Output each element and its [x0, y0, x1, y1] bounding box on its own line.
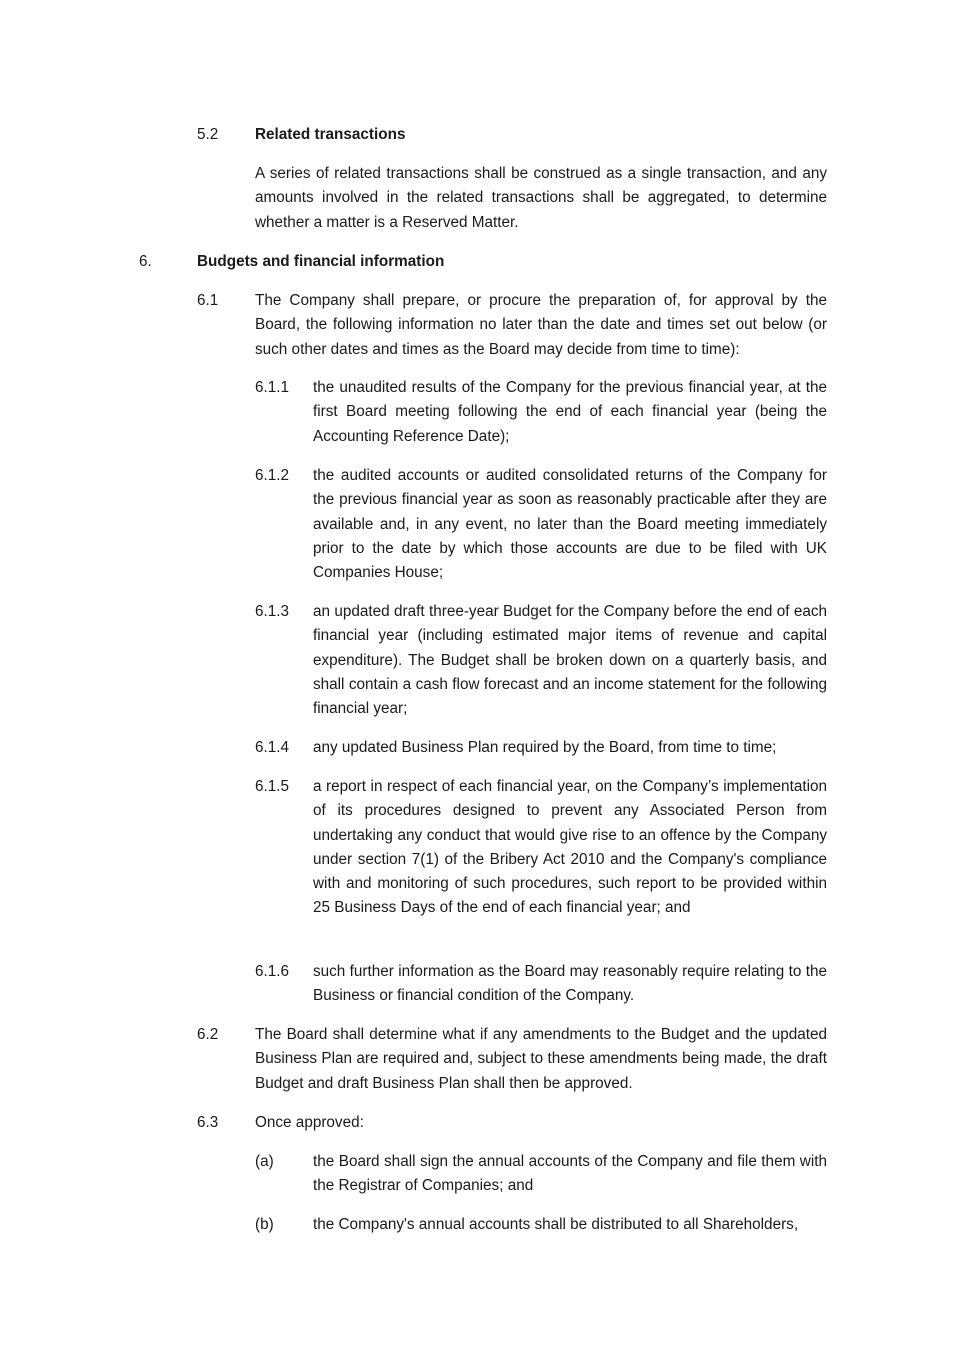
subclause-text: a report in respect of each financial year, on the Company’s implementation of its procedures designed to prevent any Associated Person from undertaking any conduct that would give rise to an offence by the Company under section 7(1) of the Bribery Act 2010 and the Company's compliance with and monitoring of such procedures, such report to be provided within 25 Business Days of the end of each financial year; and: [313, 778, 827, 917]
subclause-text: the audited accounts or audited consolidated returns of the Company for the previous financial year as soon as reasonably practicable after they are available and, in any event, no later than the Board meeting immediately prior to the date by which those accounts are due to be filed with UK Companies House;: [313, 467, 827, 582]
item-marker: (a): [255, 1153, 274, 1170]
subclause-number: 6.1.6: [255, 963, 290, 980]
subclause-number: 6.1.5: [255, 778, 290, 795]
subclause-number: 6.1.4: [255, 739, 290, 756]
clause-number: 6.3: [197, 1114, 219, 1131]
clause-text: The Board shall determine what if any amendments to the Budget and the updated Business Plan are required and, subject to these amendments being made, the draft Budget and draft Business Plan shall then be approved.: [255, 1026, 827, 1092]
subclause-text: any updated Business Plan required by the Board, from time to time;: [313, 739, 777, 756]
clause-text: A series of related transactions shall be construed as a single transaction, and any amounts involved in the related transactions shall be aggregated, to determine whether a matter is a Reserved Matter.: [255, 165, 827, 231]
item-text: the Company's annual accounts shall be distributed to all Shareholders,: [313, 1216, 799, 1233]
clause-heading: Related transactions: [255, 126, 406, 143]
subclause-text: an updated draft three-year Budget for the Company before the end of each financial year (including estimated major items of revenue and capital expenditure). The Budget shall be broken down on a quarterly basis, and shall contain a cash flow forecast and an income statement for the following financial year;: [313, 603, 827, 718]
subclause-text: such further information as the Board may reasonably require relating to the Business or financial condition of the Company.: [313, 963, 827, 1005]
subclause-text: the unaudited results of the Company for the previous financial year, at the first Board meeting following the end of each financial year (being the Accounting Reference Date);: [313, 379, 827, 445]
clause-number: 6.1: [197, 292, 219, 309]
clause-number: 5.2: [197, 126, 219, 143]
clause-text: Once approved:: [255, 1114, 364, 1131]
clause-text: The Company shall prepare, or procure the preparation of, for approval by the Board, the following information no later than the date and times set out below (or such other dates and times as the Board may decide from time to time):: [255, 292, 827, 358]
item-marker: (b): [255, 1216, 274, 1233]
subclause-number: 6.1.2: [255, 467, 290, 484]
subclause-number: 6.1.3: [255, 603, 290, 620]
section-number: 6.: [139, 253, 152, 270]
section-heading: Budgets and financial information: [197, 253, 445, 270]
item-text: the Board shall sign the annual accounts of the Company and file them with the Registrar of Companies; and: [313, 1153, 827, 1195]
clause-number: 6.2: [197, 1026, 219, 1043]
subclause-number: 6.1.1: [255, 379, 290, 396]
